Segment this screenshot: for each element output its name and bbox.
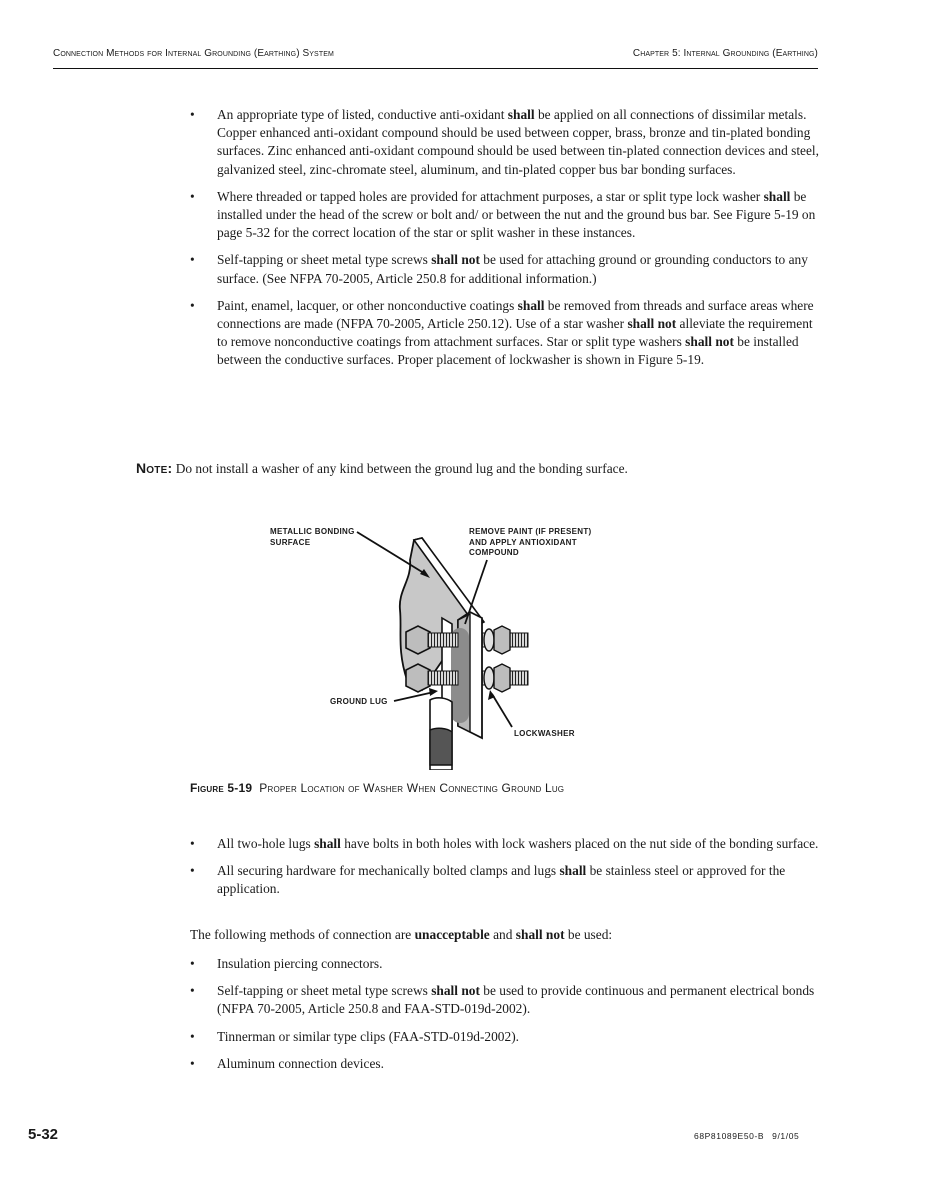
unacceptable-methods-list (190, 955, 820, 1082)
bullet-icon: • (190, 252, 195, 268)
unacceptable-methods-intro: The following methods of connection are unacceptable and shall not be used: (190, 927, 613, 942)
list-item (190, 106, 820, 179)
list-item (190, 1028, 820, 1046)
bullet-icon: • (190, 1055, 195, 1071)
figure-caption (190, 781, 564, 795)
bullet-icon: • (190, 983, 195, 999)
list-item-text: All securing hardware for mechanically bolted clamps and lugs shall be stainless steel or approved for the application. (217, 863, 786, 897)
bullet-icon: • (190, 956, 195, 971)
list-item (190, 955, 820, 973)
label-remove-paint: REMOVE PAINT (IF PRESENT) AND APPLY ANTIOXIDANT COMPOUND (469, 527, 592, 557)
note-label: Note: (136, 460, 173, 476)
label-lockwasher: LOCKWASHER (514, 729, 575, 738)
list-item-text: All two-hole lugs shall have bolts in both holes with lock washers placed on the nut side of the bonding surface. (217, 836, 819, 851)
page-number: 5-32 (28, 1126, 59, 1143)
figure-number: Figure 5-19 (190, 781, 253, 795)
header-section-title: Connection Methods for Internal Grounding (Earthing) System (53, 48, 334, 59)
header-chapter-title: Chapter 5: Internal Grounding (Earthing) (632, 48, 818, 59)
running-header (53, 48, 818, 69)
label-ground-lug: GROUND LUG (330, 697, 388, 706)
bullet-icon: • (190, 297, 195, 313)
list-item (190, 982, 820, 1018)
figure-title: Proper Location of Washer When Connecting Ground Lug (259, 781, 565, 795)
bullet-icon: • (190, 107, 195, 122)
list-item-text: Insulation piercing connectors. (217, 956, 383, 971)
note-text: Do not install a washer of any kind between the ground lug and the bonding surface. (172, 461, 628, 476)
requirements-list (190, 106, 820, 379)
list-item (190, 251, 820, 287)
list-item (190, 862, 820, 898)
list-item (190, 188, 820, 243)
figure-washer-diagram (262, 520, 622, 770)
lug-requirements-list (190, 835, 820, 908)
list-item-text: Where threaded or tapped holes are provided for attachment purposes, a star or split type lock washer shall be installed under the head of the screw or bolt and/ or between the nut and the ground bus bar. See Figure 5-19 on page 5-32 for the correct location of the star or split washer in these instances. (217, 188, 816, 241)
list-item-text: Paint, enamel, lacquer, or other nonconductive coatings shall be removed from threads and surface areas where connections are made (NFPA 70-2005, Article 250.12). Use of a star washer shall not alleviate the requirement to remove nonconductive coatings from attachment surfaces. Star or split type washers shall not be installed between the conductive surfaces. Proper placement of lockwasher is shown in Figure 5-19. (217, 297, 814, 368)
list-item-text: An appropriate type of listed, conductive anti-oxidant shall be applied on all connections of dissimilar metals. Copper enhanced anti-oxidant compound should be used between copper, brass, bronze and tin-plated bonding surfaces. Zinc enhanced anti-oxidant compound should be used between tin-plated connection devices and steel, galvanized steel, zinc-chromate steel, aluminum, and tin-plated copper bus bar bonding surfaces. (217, 107, 820, 177)
list-item-text: Self-tapping or sheet metal type screws shall not be used for attaching ground or grounding conductors to any surface. (See NFPA 70-2005, Article 250.8 for additional information.) (217, 252, 808, 286)
list-item-text: Aluminum connection devices. (217, 1055, 384, 1071)
list-item-text: Tinnerman or similar type clips (FAA-STD-019d-2002). (217, 1028, 520, 1044)
list-item (190, 1055, 820, 1073)
bullet-icon: • (190, 836, 195, 851)
label-metallic-bonding-surface: METALLIC BONDING SURFACE (270, 527, 355, 547)
list-item (190, 297, 820, 370)
note-callout (136, 459, 836, 478)
bullet-icon: • (190, 1028, 195, 1044)
document-id: 68P81089E50-B 9/1/05 (694, 1131, 800, 1141)
list-item (190, 835, 820, 853)
list-item-text: Self-tapping or sheet metal type screws shall not be used to provide continuous and permanent electrical bonds (NFPA 70-2005, Article 250.8 and FAA-STD-019d-2002). (217, 983, 815, 1017)
bullet-icon: • (190, 863, 195, 879)
bullet-icon: • (190, 188, 195, 204)
